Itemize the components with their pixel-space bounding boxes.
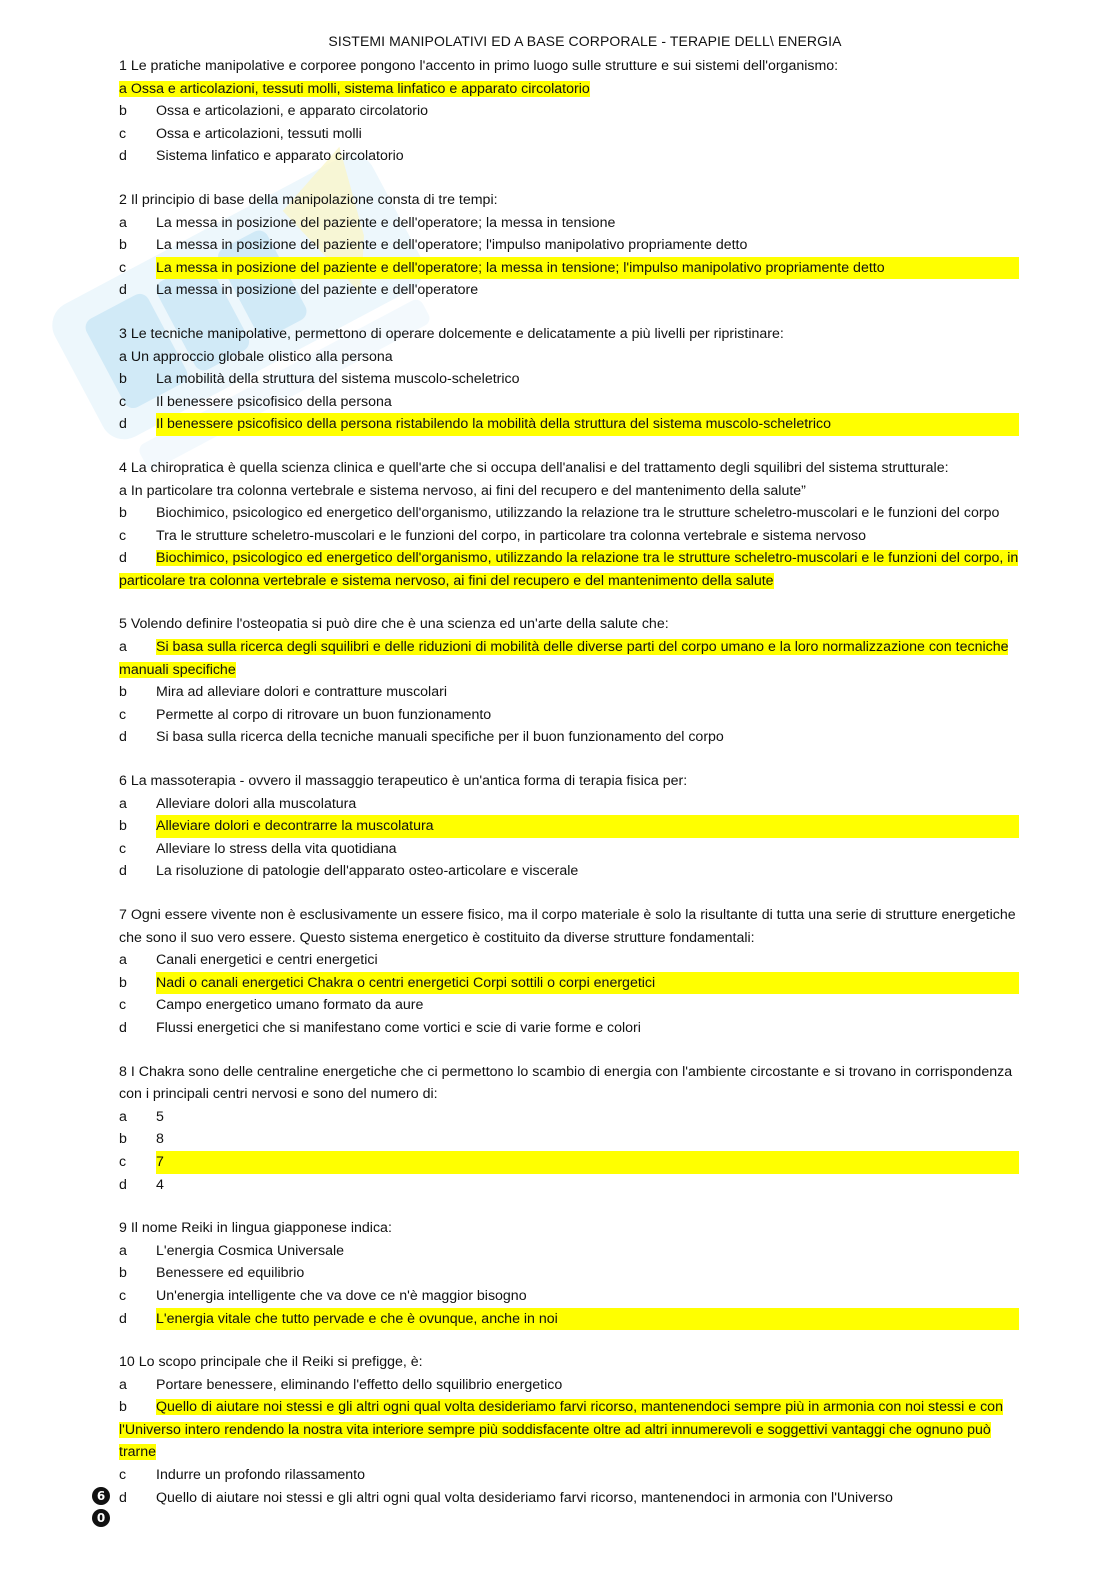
answer-letter: b [119,1265,127,1282]
answer-option-b [119,815,1019,838]
answer-letter: b [119,103,127,120]
answer-option-a [119,1374,1019,1397]
answer-option-c [119,1464,1019,1487]
answer-option-d [119,1487,1019,1510]
answer-option-a [119,1106,1019,1129]
answer-text: In particolare tra colonna vertebrale e sistema nervoso, ai fini del recupero e del mantenimento della salute” [130,482,806,499]
question-text: 5 Volendo definire l'osteopatia si può dire che è una scienza ed un'arte della salute che: [119,616,669,633]
answer-option-a [119,78,1019,101]
answer-letter: b [119,1131,127,1148]
answer-text: 5 [156,1108,164,1125]
answer-text: 4 [156,1176,164,1193]
question-list [119,55,1019,1530]
answer-text: Quello di aiutare noi stessi e gli altri ogni qual volta desideriamo farvi ricorso, mantenendoci sempre più in armonia con noi stessi e con l'Universo intero rendendo la nostra vita interiore sempre più soddisfacente oltre ad altri innumerevoli e soggettivi vantaggi che ognuno può trarne [119,1399,1003,1461]
question-text: 1 Le pratiche manipolative e corporee pongono l'accento in primo luogo sulle strutture e sui sistemi dell'organismo: [119,58,839,74]
answer-text: La messa in posizione del paziente e dell'operatore [156,282,479,299]
answer-letter: b [119,505,127,522]
answer-option-c [119,1285,1019,1308]
answer-option-d [119,1308,1019,1331]
answer-text: Benessere ed equilibrio [156,1265,305,1282]
page-badge-2: 0 [92,1509,110,1527]
answer-text: Biochimico, psicologico ed energetico dell'organismo, utilizzando la relazione tra le strutture scheletro-muscolari e le funzioni del corpo [156,505,1000,522]
answer-option-d [119,145,1019,168]
answer-text: Il benessere psicofisico della persona ristabilendo la mobilità della struttura del sistema muscolo-scheletrico [156,413,1019,436]
answer-text: Biochimico, psicologico ed energetico dell'organismo, utilizzando la relazione tra le strutture scheletro-muscolari e le funzioni del corpo, in particolare tra colonna vertebrale e sistema nervoso, ai fini del recupero e del mantenimento della salute [119,550,1019,589]
answer-text: Ossa e articolazioni, tessuti molli, sistema linfatico e apparato circolatorio [130,80,590,97]
answer-option-b [119,502,1019,525]
answer-letter: c [119,1467,127,1484]
question-10 [119,1351,1019,1509]
answer-text: Un'energia intelligente che va dove ce n'è maggior bisogno [156,1287,527,1304]
answer-text: La mobilità della struttura del sistema muscolo-scheletrico [156,371,520,388]
answer-text: Indurre un profondo rilassamento [156,1467,365,1484]
answer-letter: c [119,125,127,142]
answer-option-c [119,704,1019,727]
answer-text: Tra le strutture scheletro-muscolari e le funzioni del corpo, in particolare tra colonna vertebrale e sistema nervoso [156,527,866,544]
answer-text: Un approccio globale olistico alla persona [130,348,393,365]
question-9 [119,1217,1019,1330]
answer-option-d [119,1174,1019,1197]
answer-option-c [119,838,1019,861]
answer-option-d [119,1017,1019,1040]
page-badge-1: 6 [92,1487,110,1505]
answer-option-b [119,972,1019,995]
answer-text: La risoluzione di patologie dell'apparato osteo-articolare e viscerale [156,863,579,880]
answer-letter: a [119,639,127,656]
answer-text: Nadi o canali energetici Chakra o centri energetici Corpi sottili o corpi energetici [156,972,1019,995]
answer-letter: c [119,259,127,276]
answer-letter: a [119,795,127,812]
answer-letter: d [119,729,127,746]
question-7 [119,904,1019,1040]
answer-letter: b [119,818,127,835]
question-text: 10 Lo scopo principale che il Reiki si prefigge, è: [119,1354,423,1371]
answer-text: Quello di aiutare noi stessi e gli altri ogni qual volta desideriamo farvi ricorso, mantenendoci in armonia con l'Universo [156,1489,893,1506]
question-text: 7 Ogni essere vivente non è esclusivamente un essere fisico, ma il corpo materiale è solo la risultante di tutta una serie di strutture energetiche che sono il suo vero essere. Questo sistema energetico è costituito da diverse strutture fondamentali: [119,907,1016,946]
answer-option-b [119,234,1019,257]
answer-text: Permette al corpo di ritrovare un buon funzionamento [156,706,492,723]
answer-text: La messa in posizione del paziente e dell'operatore; la messa in tensione; l'impulso manipolativo propriamente detto [156,257,1019,280]
question-5 [119,613,1019,749]
question-text: 6 La massoterapia - ovvero il massaggio terapeutico è un'antica forma di terapia fisica per: [119,773,688,790]
answer-letter: c [119,1287,127,1304]
answer-letter: b [119,237,127,254]
answer-letter: a [119,348,127,365]
question-text: 2 Il principio di base della manipolazione consta di tre tempi: [119,191,498,208]
question-text: 4 La chiropratica è quella scienza clinica e quell'arte che si occupa dell'analisi e del trattamento degli squilibri del sistema strutturale: [119,459,949,476]
answer-letter: c [119,393,127,410]
page-title: SISTEMI MANIPOLATIVI ED A BASE CORPORALE - TERAPIE DELL\ ENERGIA [328,33,842,49]
question-1 [119,55,1019,168]
question-text: 9 Il nome Reiki in lingua giapponese indica: [119,1220,392,1237]
answer-letter: c [119,527,127,544]
answer-option-d [119,547,1019,592]
answer-letter: a [119,952,127,969]
answer-letter: a [119,1376,127,1393]
answer-text: Si basa sulla ricerca degli squilibri e delle riduzioni di mobilità delle diverse parti del corpo umano e la loro normalizzazione con tecniche manuali specifiche [119,639,1009,678]
answer-text: Sistema linfatico e apparato circolatorio [156,148,404,165]
answer-option-b [119,368,1019,391]
answer-text: Ossa e articolazioni, tessuti molli [156,125,362,142]
answer-option-c [119,994,1019,1017]
answer-letter: c [119,840,127,857]
answer-text: Canali energetici e centri energetici [156,952,378,969]
answer-letter: c [119,1153,127,1170]
answer-text: Ossa e articolazioni, e apparato circolatorio [156,103,429,120]
answer-option-c [119,391,1019,414]
answer-text: Flussi energetici che si manifestano come vortici e scie di varie forme e colori [156,1019,641,1036]
answer-letter: c [119,997,127,1014]
answer-text: Alleviare dolori e decontrarre la muscolatura [156,815,1019,838]
answer-letter: d [119,863,127,880]
answer-text: Si basa sulla ricerca della tecniche manuali specifiche per il buon funzionamento del corpo [156,729,724,746]
answer-option-c [119,525,1019,548]
question-text: 3 Le tecniche manipolative, permettono di operare dolcemente e delicatamente a più livelli per ripristinare: [119,325,784,342]
answer-letter: b [119,684,127,701]
answer-letter: d [119,416,127,433]
answer-text: Il benessere psicofisico della persona [156,393,392,410]
answer-letter: b [119,1399,127,1416]
answer-letter: b [119,371,127,388]
answer-letter: d [119,148,127,165]
question-4 [119,457,1019,593]
question-8 [119,1061,1019,1197]
answer-letter: d [119,550,127,567]
answer-option-c [119,257,1019,280]
answer-text: L'energia Cosmica Universale [156,1242,345,1259]
answer-letter: d [119,282,127,299]
question-3 [119,323,1019,436]
answer-option-a [119,480,1019,503]
answer-option-b [119,1128,1019,1151]
answer-option-a [119,949,1019,972]
answer-letter: d [119,1310,127,1327]
answer-letter: a [119,214,127,231]
answer-text: 7 [156,1151,1019,1174]
answer-option-a [119,636,1019,681]
answer-option-a [119,793,1019,816]
answer-text: La messa in posizione del paziente e dell'operatore; la messa in tensione [156,214,616,231]
answer-letter: a [119,81,131,97]
answer-letter: d [119,1019,127,1036]
answer-option-a [119,346,1019,369]
answer-text: Alleviare dolori alla muscolatura [156,795,357,812]
answer-letter: c [119,706,127,723]
answer-text: L'energia vitale che tutto pervade e che è ovunque, anche in noi [156,1308,1019,1331]
answer-letter: a [119,482,127,499]
answer-option-b [119,100,1019,123]
answer-text: Alleviare lo stress della vita quotidiana [156,840,397,857]
answer-option-c [119,123,1019,146]
answer-text: Portare benessere, eliminando l'effetto dello squilibrio energetico [156,1376,563,1393]
answer-option-d [119,726,1019,749]
answer-letter: a [119,1242,127,1259]
answer-text: Campo energetico umano formato da aure [156,997,424,1014]
answer-letter: d [119,1489,127,1506]
answer-letter: a [119,1108,127,1125]
answer-option-b [119,681,1019,704]
answer-text: La messa in posizione del paziente e dell'operatore; l'impulso manipolativo propriamente detto [156,237,748,254]
question-2 [119,189,1019,302]
answer-option-d [119,860,1019,883]
answer-text: Mira ad alleviare dolori e contratture muscolari [156,684,447,701]
answer-option-c [119,1151,1019,1174]
question-text: 8 I Chakra sono delle centraline energetiche che ci permettono lo scambio di energia con l'ambiente circostante e si trovano in corrispondenza con i principali centri nervosi e sono del numero di: [119,1063,1013,1103]
answer-option-a [119,212,1019,235]
answer-option-b [119,1262,1019,1285]
question-6 [119,770,1019,883]
answer-option-a [119,1240,1019,1263]
answer-option-b [119,1396,1019,1464]
answer-option-d [119,279,1019,302]
answer-letter: d [119,1176,127,1193]
answer-option-d [119,413,1019,436]
answer-letter: b [119,974,127,991]
answer-text: 8 [156,1131,164,1148]
